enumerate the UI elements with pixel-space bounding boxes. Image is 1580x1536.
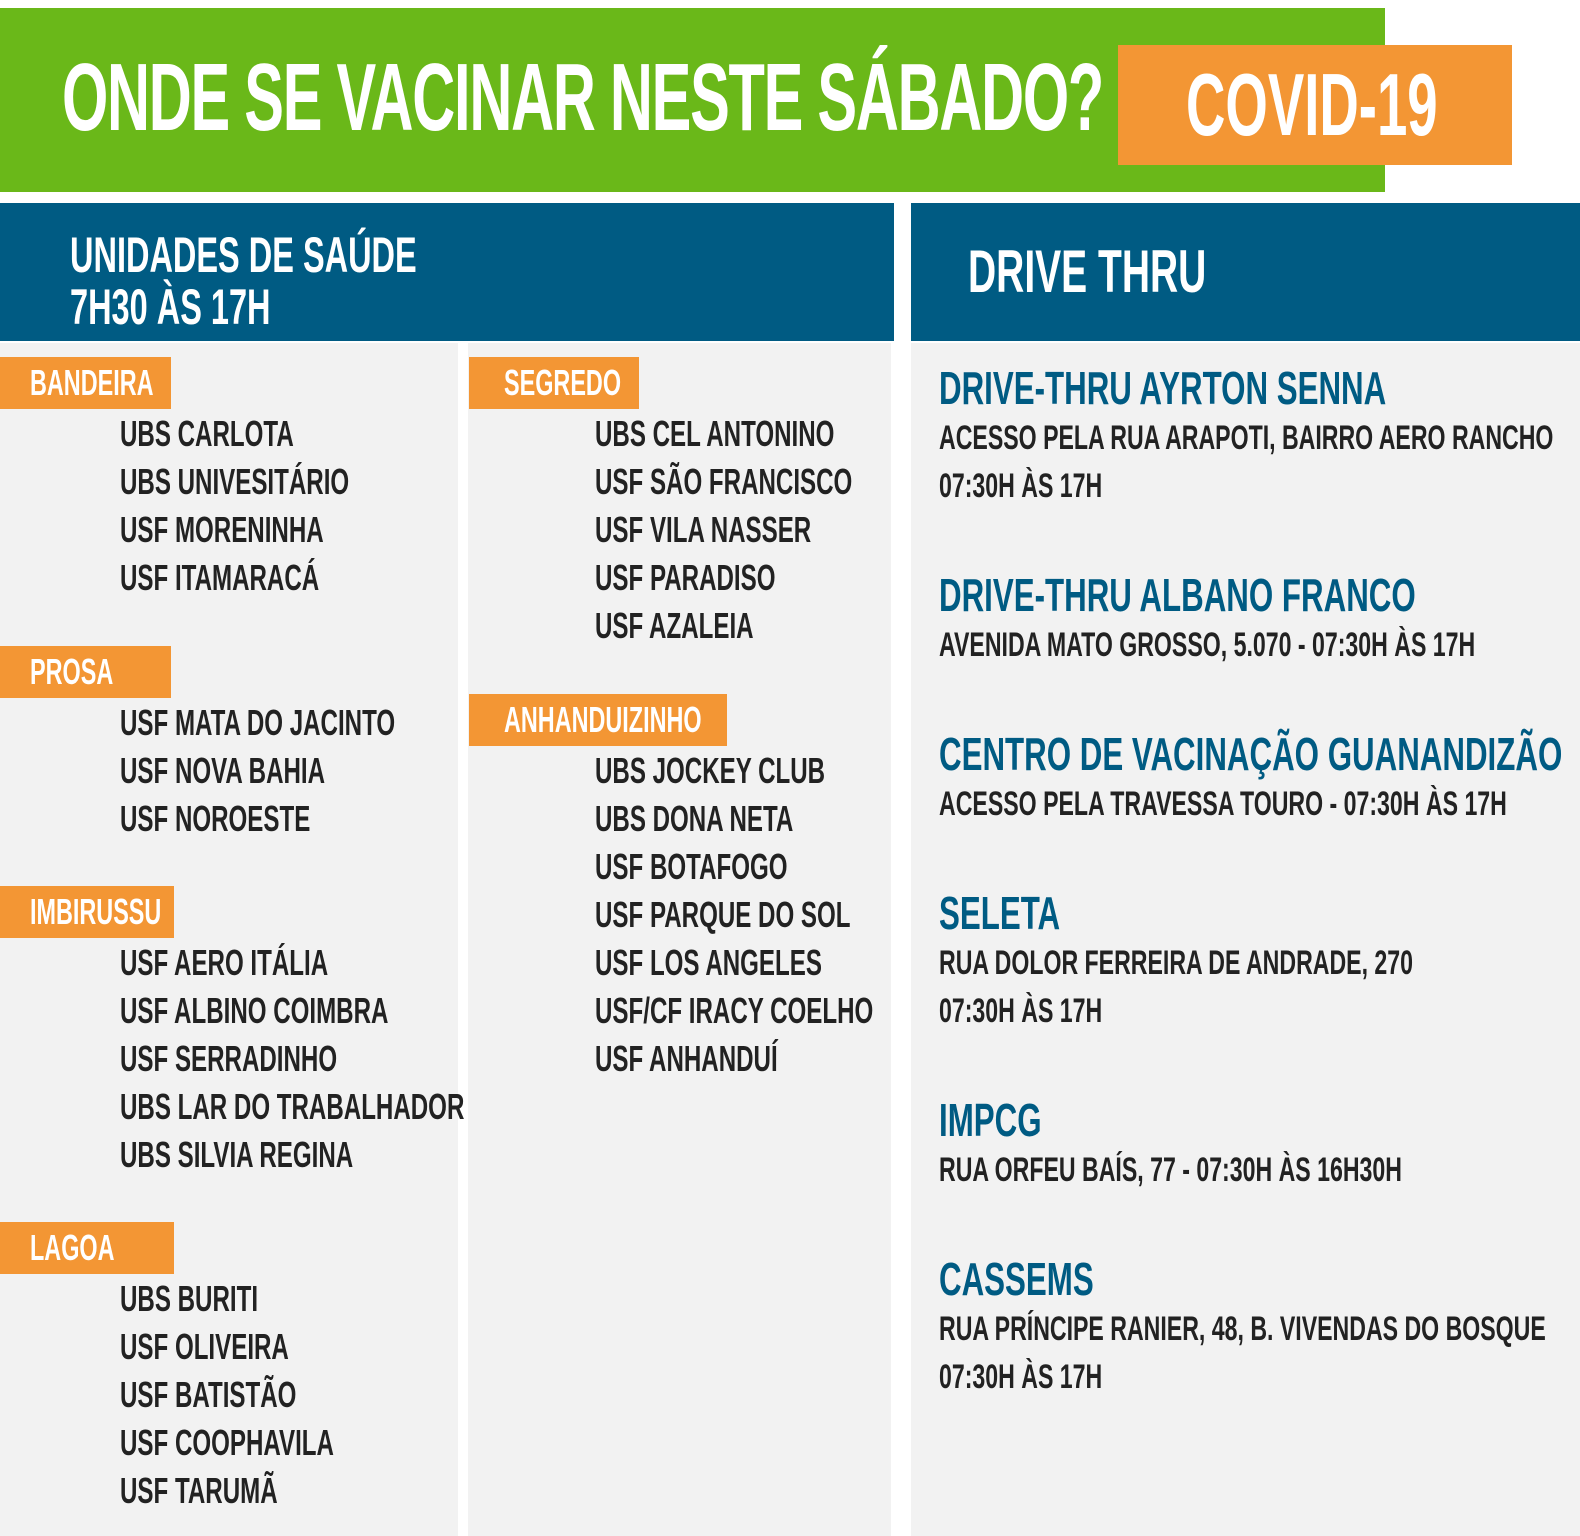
- list-item: UBS SILVIA REGINA: [120, 1134, 354, 1175]
- list-item: USF ITAMARACÁ: [120, 557, 320, 598]
- list-item: USF NOVA BAHIA: [120, 750, 326, 791]
- location-address: RUA PRÍNCIPE RANIER, 48, B. VIVENDAS DO BOSQUE: [939, 1310, 1546, 1348]
- location-address: ACESSO PELA TRAVESSA TOURO - 07:30H ÀS 17H: [939, 785, 1507, 823]
- list-item: USF BATISTÃO: [120, 1374, 297, 1415]
- location-address: ACESSO PELA RUA ARAPOTI, BAIRRO AERO RANCHO: [939, 419, 1554, 457]
- list-item: USF MORENINHA: [120, 509, 324, 550]
- list-item: USF PARADISO: [595, 557, 776, 598]
- page-title: ONDE SE VACINAR NESTE SÁBADO?: [62, 44, 1104, 151]
- drive-thru-item: [939, 728, 1580, 828]
- list-item: UBS CARLOTA: [120, 413, 294, 454]
- list-item: USF LOS ANGELES: [595, 942, 822, 983]
- list-item: USF COOPHAVILA: [120, 1422, 334, 1463]
- list-item: USF SERRADINHO: [120, 1038, 338, 1079]
- list-item: USF OLIVEIRA: [120, 1326, 289, 1367]
- drive-thru-item: [939, 362, 1580, 510]
- list-item: UBS UNIVESITÁRIO: [120, 461, 350, 502]
- list-item: USF MATA DO JACINTO: [120, 702, 396, 743]
- covid-badge-label: COVID-19: [1186, 55, 1438, 154]
- location-hours: 07:30H ÀS 17H: [939, 1358, 1103, 1396]
- region-label: PROSA: [0, 646, 171, 698]
- drive-thru-item: [939, 569, 1580, 669]
- location-hours: 07:30H ÀS 17H: [939, 992, 1103, 1030]
- location-name: SELETA: [939, 887, 1061, 939]
- region-label: IMBIRUSSU: [0, 886, 174, 938]
- unidades-hours: 7H30 ÀS 17H: [70, 279, 271, 335]
- drive-thru-title: DRIVE THRU: [968, 238, 1207, 305]
- location-name: CASSEMS: [939, 1253, 1094, 1305]
- region-label: LAGOA: [0, 1222, 174, 1274]
- drive-thru-item: [939, 1094, 1580, 1194]
- list-item: UBS CEL ANTONINO: [595, 413, 835, 454]
- location-name: CENTRO DE VACINAÇÃO GUANANDIZÃO: [939, 728, 1563, 780]
- drive-thru-item: [939, 1253, 1580, 1401]
- list-item: USF AERO ITÁLIA: [120, 942, 329, 983]
- location-hours: 07:30H ÀS 17H: [939, 467, 1103, 505]
- list-item: USF PARQUE DO SOL: [595, 894, 851, 935]
- location-address: RUA DOLOR FERREIRA DE ANDRADE, 270: [939, 944, 1414, 982]
- covid-badge: [1118, 45, 1512, 165]
- location-address: AVENIDA MATO GROSSO, 5.070 - 07:30H ÀS 17H: [939, 626, 1476, 664]
- unidades-title: UNIDADES DE SAÚDE: [70, 227, 417, 283]
- list-item: USF VILA NASSER: [595, 509, 812, 550]
- list-item: USF ALBINO COIMBRA: [120, 990, 389, 1031]
- list-item: USF TARUMÃ: [120, 1470, 278, 1511]
- region-label: ANHANDUIZINHO: [469, 694, 727, 746]
- location-name: DRIVE-THRU ALBANO FRANCO: [939, 569, 1416, 621]
- region-label: SEGREDO: [469, 357, 639, 409]
- list-item: UBS LAR DO TRABALHADOR: [120, 1086, 465, 1127]
- list-item: USF NOROESTE: [120, 798, 311, 839]
- location-address: RUA ORFEU BAÍS, 77 - 07:30H ÀS 16H30H: [939, 1151, 1402, 1189]
- list-item: USF SÃO FRANCISCO: [595, 461, 853, 502]
- list-item: USF/CF IRACY COELHO: [595, 990, 874, 1031]
- list-item: USF BOTAFOGO: [595, 846, 788, 887]
- drive-thru-item: [939, 887, 1580, 1035]
- list-item: USF AZALEIA: [595, 605, 754, 646]
- list-item: UBS BURITI: [120, 1278, 259, 1319]
- list-item: UBS DONA NETA: [595, 798, 794, 839]
- location-name: IMPCG: [939, 1094, 1042, 1146]
- list-item: USF ANHANDUÍ: [595, 1038, 778, 1079]
- list-item: UBS JOCKEY CLUB: [595, 750, 826, 791]
- region-label: BANDEIRA: [0, 357, 171, 409]
- location-name: DRIVE-THRU AYRTON SENNA: [939, 362, 1387, 414]
